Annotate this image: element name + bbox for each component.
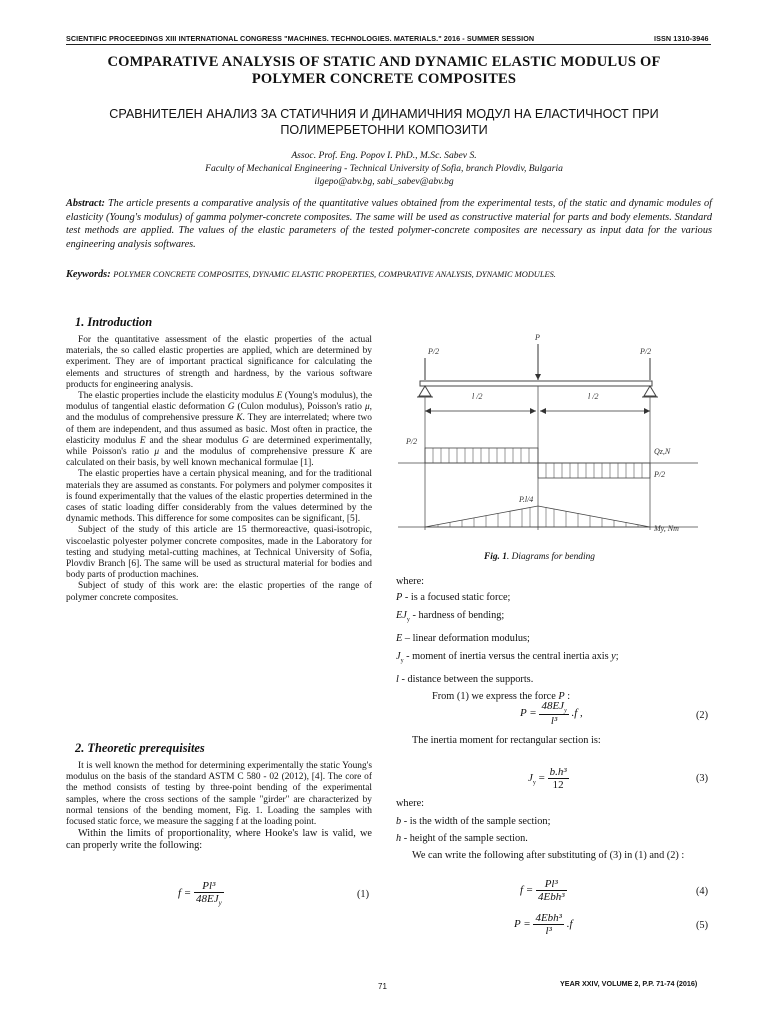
introduction-text: [66, 335, 372, 604]
where-label-2: where:: [396, 798, 425, 809]
equation-4: f = $\frac{\text{Pl³}}{\text{4Ebh³}}$: [520, 878, 565, 903]
subtitle-line-1: СРАВНИТЕЛЕН АНАЛИЗ ЗА СТАТИЧНИЯ И ДИНАМИЧНИЯ МОДУЛ НА ЕЛАСТИЧНОСТ ПРИ: [109, 107, 659, 121]
moment-triangle: [425, 506, 650, 527]
definition-E: E – linear deformation modulus;: [396, 632, 530, 644]
label-shear-neg: P/2: [654, 470, 666, 479]
section-theory-heading: 2. Theoretic prerequisites: [75, 741, 205, 755]
title-line-2: POLYMER CONCRETE COMPOSITES: [251, 71, 517, 87]
definitions-block: [396, 576, 714, 704]
equation-1: f = $\frac{\text{Pl³}}{48EJ_y}$: [178, 880, 222, 908]
from-equation-1: From (1) we express the force P :: [432, 691, 571, 703]
subtitle-line-2: ПОЛИМЕРБЕТОННИ КОМПОЗИТИ: [280, 123, 488, 137]
journal-info: YEAR XXIV, VOLUME 2, P.P. 71-74 (2016): [560, 979, 698, 988]
definition-h: h - height of the sample section.: [396, 833, 528, 844]
definition-J: $J_y$ - moment of inertia versus the central inertia axis y;: [396, 651, 619, 665]
definitions-block-2: [396, 798, 714, 862]
equation-5-number: (5): [696, 920, 709, 931]
definition-P: P - is a focused static force;: [396, 591, 511, 603]
inertia-sentence: The inertia moment for rectangular section is:: [412, 735, 601, 746]
theory-paragraph-2: Within the limits of proportionality, where Hooke's law is valid, we can properly write the following:: [66, 828, 372, 852]
author-affiliation: Faculty of Mechanical Engineering - Technical University of Sofia, branch Plovdiv, Bulgaria: [205, 163, 563, 174]
abstract-label: Abstract:: [66, 198, 105, 209]
equation-4-number: (4): [696, 886, 709, 897]
keywords-label: Keywords:: [66, 269, 111, 280]
page-number: 71: [378, 982, 387, 991]
header-rule: [66, 44, 711, 45]
figure-caption: Fig. 1. Diagrams for bending: [484, 552, 595, 562]
where-label-1: where:: [396, 576, 425, 587]
issn: ISSN 1310-3946: [654, 34, 709, 43]
substitution-sentence: We can write the following after substituting of (3) in (1) and (2) :: [412, 849, 685, 861]
author-emails: ilgepo@abv.bg, sabi_sabev@abv.bg: [314, 176, 454, 187]
definition-b: b - is the width of the sample section;: [396, 815, 551, 827]
definition-l: l - distance between the supports.: [396, 673, 534, 685]
author-names: Assoc. Prof. Eng. Popov I. PhD., M.Sc. Sabev S.: [291, 150, 477, 161]
equation-5: P = $\frac{\text{4Ebh³}}{\text{l³}}$ .f: [514, 912, 573, 937]
theory-text: [66, 761, 372, 852]
label-P: P: [535, 333, 540, 342]
label-shear-pos: P/2: [406, 437, 418, 446]
intro-paragraph-2: The elastic properties include the elasticity modulus E (Young's modulus), the modulus of tangential elastic deformation G (Culon modulus), Poisson's ratio μ, and the modulus of comprehensive pressure K. They are interrelated; where two of them are independent, and thus assumed as basic. Most often in practice, the elasticity modulus E and the shear modulus G are determined experimentally, while Poisson's ratio μ and the modulus of comprehensive pressure K are calculated on their basis, by well known mechanical formulae [1].: [66, 391, 373, 469]
intro-paragraph-3: The elastic properties have a certain physical meaning, and for the traditional materials they are assumed as constants. For polymers and polymer composites it is found experimentally that the values of the elastic properties determined in the cases of static loading differ considerably from the values determined by the dynamic methods. This difference for some composites can be significant, [5].: [66, 469, 372, 525]
bending-diagram: [398, 330, 713, 540]
keywords-text: POLYMER CONCRETE COMPOSITES, DYNAMIC ELASTIC PROPERTIES, COMPARATIVE ANALYSIS, DYNAMIC MODULES.: [113, 270, 556, 279]
support-left: [419, 386, 431, 396]
label-M: My, Nm: [654, 524, 679, 533]
label-l2-left: l /2: [472, 392, 483, 401]
keywords: [66, 268, 712, 281]
label-Pl4: P.l/4: [519, 495, 534, 504]
equation-2: P = $\frac{48EJ_y}{\text{l³}}$ .f ,: [520, 700, 583, 728]
label-P2-right: P/2: [640, 347, 652, 356]
intro-paragraph-4: Subject of the study of this article are 15 thermoreactive, quasi-isotropic, viscoelastic polyester polymer concrete composites, made in the Laboratory for testing and studying metal-cutting machines, at Technical University of Sofia, Plovdiv Branch [6]. The same will be used as structural material for bodies and body parts of production machines.: [66, 525, 372, 581]
abstract: [66, 197, 712, 251]
paper-title: [50, 54, 718, 88]
beam: [420, 381, 652, 386]
support-right: [644, 386, 656, 396]
title-line-1: COMPARATIVE ANALYSIS OF STATIC AND DYNAMIC ELASTIC MODULUS OF: [107, 54, 661, 70]
theory-paragraph-1: It is well known the method for determining experimentally the static Young's modulus on the basis of the standard ASTM C 580 - 02 (2012), [4]. The core of the method consists of testing by three-point bending of the experimental samples, where the cross sections of the sample "girder" are characterized by normal tensions of the bending moment, Fig. 1. Loading the samples with focused static force, we measure the sagging f at the loading point.: [66, 761, 372, 828]
equation-3-number: (3): [696, 773, 709, 784]
label-P2-left: P/2: [428, 347, 440, 356]
label-Q: Qz,N: [654, 447, 671, 456]
paper-subtitle-bg: [60, 106, 708, 138]
abstract-text: The article presents a comparative analysis of the quantitative values obtained from the experimental tests, of the static and dynamic modules of elasticity (Young's modulus) of gamma polymer-concrete composites. The same will be used as constructive material for parts and body elements. Standard test methods are applied. The values of the elastic parameters of the tested polymer-concrete composites are necessary as input data for the various engineering analysis softwares.: [66, 198, 713, 250]
intro-paragraph-1: For the quantitative assessment of the elastic properties of the actual materials, the so called elastic properties are applied, which are determined by experiment. They are of important practical significance for calculating the elements and structures of strength and hardness, by the various software products for engineering analysis.: [66, 335, 372, 390]
intro-paragraph-5: Subject of study of this work are: the elastic properties of the range of polymer concrete composites.: [66, 581, 372, 603]
running-header: SCIENTIFIC PROCEEDINGS XIII INTERNATIONAL CONGRESS "MACHINES. TECHNOLOGIES. MATERIALS." 2016 - SUMMER SESSION: [66, 34, 535, 43]
label-l2-right: l /2: [588, 392, 599, 401]
author-block: [60, 149, 708, 188]
equation-1-number: (1): [357, 889, 370, 900]
section-introduction-heading: 1. Introduction: [75, 315, 153, 329]
equation-2-number: (2): [696, 710, 709, 721]
definition-EJ: $EJ_y$ - hardness of bending;: [396, 610, 505, 624]
equation-3: $J_y$ = $\frac{\text{b.h³}}{12}$: [528, 766, 567, 791]
